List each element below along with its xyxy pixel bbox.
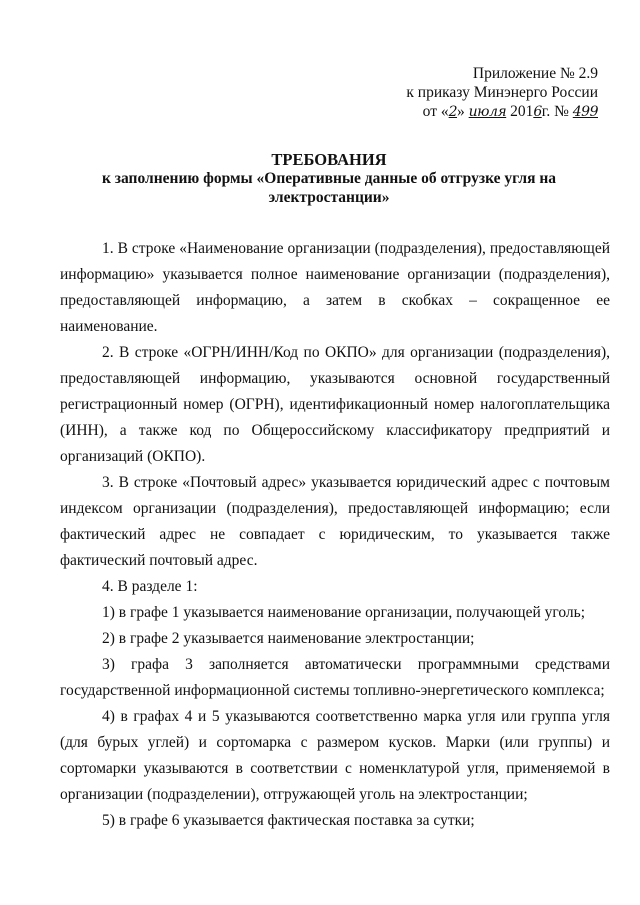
appendix-line-1: Приложение № 2.9 [472, 65, 598, 82]
handwritten-day: 2 [448, 104, 458, 120]
handwritten-year-digit: 6 [533, 104, 542, 120]
handwritten-order-number: 499 [572, 104, 598, 120]
paragraph-4-item-4: 4) в графах 4 и 5 указываются соответственно марка угля или группа угля (для бурых углей) и сортомарка с размером кусков. Марки (или группы) и сортомарки указываются в соответствии с номенклатурой угля, применяемой в организации (подразделении), отгружающей уголь на электростанции; [60, 708, 610, 803]
paragraph-3: 3. В строке «Почтовый адрес» указывается юридический адрес с почтовым индексом организации (подразделения), предоставляющей информацию; если фактический адрес не совпадает с юридическим, то указывается также фактический почтовый адрес. [60, 474, 610, 569]
appendix-line-3 [406, 102, 598, 122]
paragraph-4-item-5: 5) в графе 6 указывается фактическая поставка за сутки; [102, 812, 475, 829]
year-prefix: 201 [506, 103, 534, 120]
paragraph-4-item-1: 1) в графе 1 указывается наименование организации, получающей уголь; [102, 604, 586, 621]
paragraph-1: 1. В строке «Наименование организации (подразделения), предоставляющей информацию» указывается полное наименование организации (подразделения), предоставляющей информацию, а затем в скобках – сокращенное ее наименование. [60, 240, 610, 335]
title-heading: ТРЕБОВАНИЯ [271, 150, 387, 169]
title-line-3: электростанции» [268, 189, 390, 206]
document-body [60, 236, 610, 834]
paragraph-4: 4. В разделе 1: [102, 578, 198, 595]
appendix-line-2: к приказу Минэнерго России [406, 84, 598, 101]
title-line-2: к заполнению формы «Оперативные данные об отгрузке угля на [101, 170, 557, 187]
date-mid: » [457, 103, 465, 120]
document-title [60, 150, 598, 207]
paragraph-4-item-3: 3) графа 3 заполняется автоматически программными средствами государственной информационной системы топливно-энергетического комплекса; [60, 656, 610, 699]
paragraph-4-item-2: 2) в графе 2 указывается наименование электростанции; [102, 630, 475, 647]
paragraph-2: 2. В строке «ОГРН/ИНН/Код по ОКПО» для организации (подразделения), предоставляющей информацию, указываются основной государственный регистрационный номер (ОГРН), идентификационный номер налогоплательщика (ИНН), а также код по Общероссийскому классификатору предприятий и организаций (ОКПО). [60, 344, 610, 465]
number-prefix: г. № [541, 103, 573, 120]
appendix-header [406, 64, 598, 122]
handwritten-month: июля [468, 104, 507, 120]
date-prefix: от « [422, 103, 449, 120]
